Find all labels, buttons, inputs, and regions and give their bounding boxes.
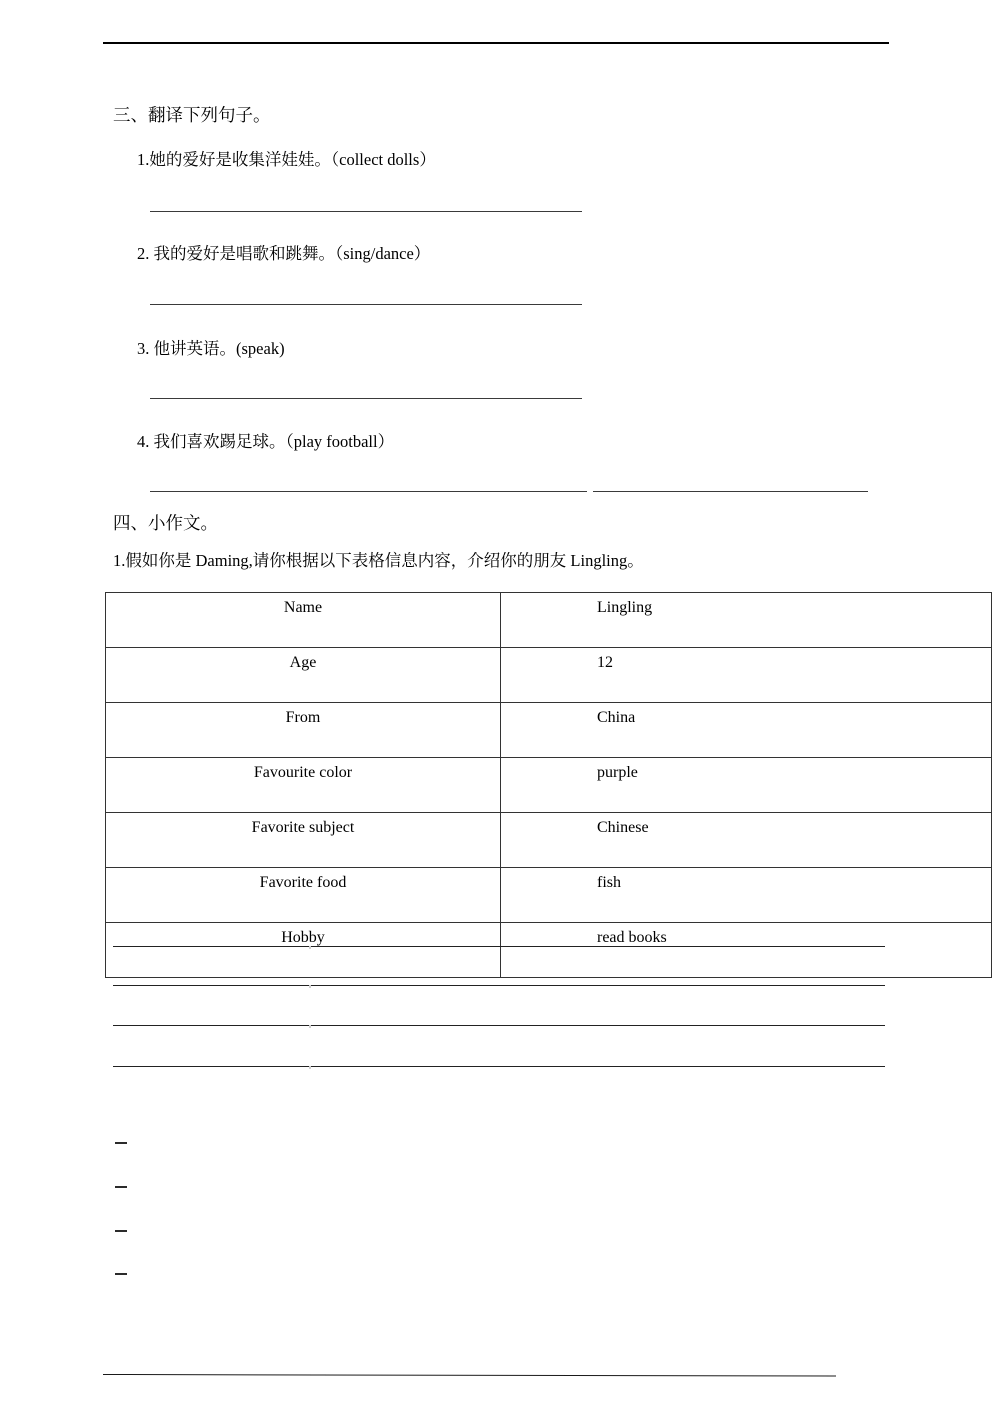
table-cell-value: 12 [501,648,992,703]
table-row [106,868,992,923]
writing-stub-4[interactable] [115,1273,127,1275]
page-top-rule [103,42,889,44]
table-row [106,593,992,648]
answer-line-3[interactable] [150,398,582,399]
table-row [106,813,992,868]
writing-line-2[interactable] [113,985,885,986]
table-cell-label: From [106,703,501,758]
table-cell-value: China [501,703,992,758]
table-cell-label: Favorite subject [106,813,501,868]
table-cell-value: purple [501,758,992,813]
writing-stub-3[interactable] [115,1230,127,1232]
answer-line-4b[interactable] [593,491,868,492]
table-cell-value: Chinese [501,813,992,868]
page-bottom-rule [103,1374,836,1377]
table-cell-label: Favourite color [106,758,501,813]
table-row [106,758,992,813]
writing-stub-2[interactable] [115,1186,127,1188]
table-row [106,923,992,978]
writing-line-4[interactable] [113,1066,885,1067]
table-cell-label: Favorite food [106,868,501,923]
section-three-heading: 三、翻译下列句子。 [113,105,271,125]
writing-stub-1[interactable] [115,1142,127,1144]
section-four-heading: 四、小作文。 [113,513,218,533]
table-cell-value: read books [501,923,992,978]
answer-line-1[interactable] [150,211,582,212]
table-cell-value: Lingling [501,593,992,648]
writing-line-3[interactable] [113,1025,885,1026]
answer-line-2[interactable] [150,304,582,305]
composition-prompt: 1.假如你是 Daming,请你根据以下表格信息内容，介绍你的朋友 Lingling。 [113,551,644,570]
translation-item-4: 4. 我们喜欢踢足球。（play football） [137,432,395,451]
table-cell-label: Age [106,648,501,703]
translation-item-2: 2. 我的爱好是唱歌和跳舞。（sing/dance） [137,244,431,263]
table-cell-label: Name [106,593,501,648]
table-cell-label: Hobby [106,923,501,978]
translation-item-3: 3. 他讲英语。(speak) [137,339,285,358]
answer-line-4a[interactable] [150,491,587,492]
translation-item-1: 1.她的爱好是收集洋娃娃。（collect dolls） [137,150,436,169]
table-row [106,703,992,758]
table-row [106,648,992,703]
lingling-info-table [105,592,992,978]
table-cell-value: fish [501,868,992,923]
writing-line-1[interactable] [113,946,885,947]
